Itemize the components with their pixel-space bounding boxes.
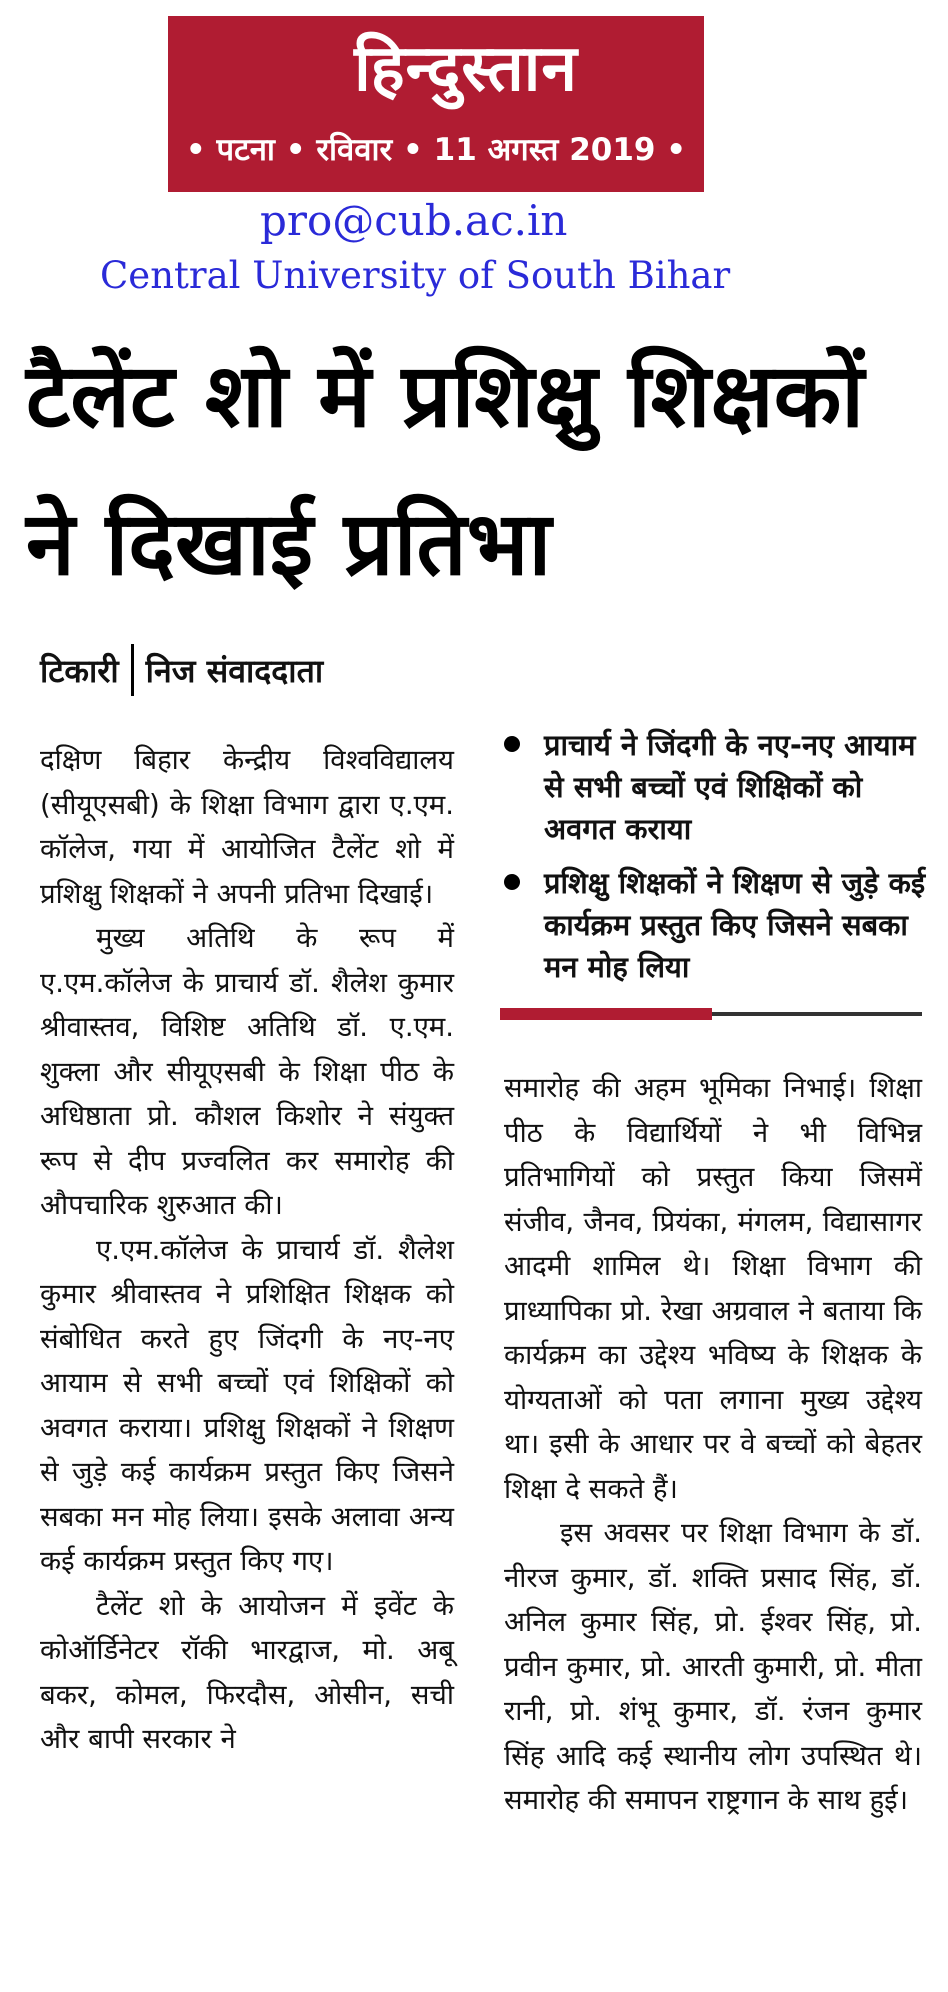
highlights-list — [498, 724, 928, 1000]
contact-email: pro@cub.ac.in — [260, 196, 568, 245]
article-column-right — [504, 1066, 922, 1823]
article-column-left — [40, 738, 454, 1762]
article-headline: टैलेंट शो में प्रशिक्षु शिक्षकों ने दिखाई प्रतिभा — [26, 344, 865, 595]
newspaper-name: हिन्दुस्तान — [354, 32, 578, 106]
paragraph: मुख्य अतिथि के रूप में ए.एम.कॉलेज के प्राचार्य डॉ. शैलेश कुमार श्रीवास्तव, विशिष्ट अतिथि डॉ. ए.एम. शुक्ला और सीयूएसबी के शिक्षा पीठ के अधिष्ठाता प्रो. कौशल किशोर ने संयुक्त रूप से दीप प्रज्वलित कर समारोह की औपचारिक शुरुआत की। — [40, 922, 454, 1221]
section-divider — [500, 1012, 922, 1016]
paragraph: दक्षिण बिहार केन्द्रीय विश्वविद्यालय (सीयूएसबी) के शिक्षा विभाग द्वारा ए.एम. कॉलेज, गया में आयोजित टैलेंट शो में प्रशिक्षु शिक्षकों ने अपनी प्रतिभा दिखाई। — [40, 744, 454, 910]
paragraph: ए.एम.कॉलेज के प्राचार्य डॉ. शैलेश कुमार श्रीवास्तव ने प्रशिक्षित शिक्षक को संबोधित करते हुए जिंदगी के नए-नए आयाम से सभी बच्चों एवं शिक्षिकों को अवगत कराया। प्रशिक्षु शिक्षकों ने शिक्षण से जुड़े कई कार्यक्रम प्रस्तुत किए जिसने सबका मन मोह लिया। इसके अलावा अन्य कई कार्यक्रम प्रस्तुत किए गए। — [40, 1233, 454, 1577]
paragraph: समारोह की अहम भूमिका निभाई। शिक्षा पीठ के विद्यार्थियों ने भी विभिन्न प्रतिभागियों को प्रस्तुत किया जिसमें संजीव, जैनव, प्रियंका, मंगलम, विद्यासागर आदमी शामिल थे। शिक्षा विभाग की प्राध्यापिका प्रो. रेखा अग्रवाल ने बताया कि कार्यक्रम का उद्देश्य भविष्य के शिक्षक के योग्यताओं को पता लगाना मुख्य उद्देश्य था। इसी के आधार पर वे बच्चों को बेहतर शिक्षा दे सकते हैं। — [504, 1072, 922, 1505]
university-name: Central University of South Bihar — [100, 254, 731, 297]
highlight-text: प्राचार्य ने जिंदगी के नए-नए आयाम से सभी बच्चों एवं शिक्षिकों को अवगत कराया — [544, 728, 916, 846]
byline-place: टिकारी — [40, 651, 119, 690]
divider-accent — [500, 1008, 712, 1020]
highlight-text: प्रशिक्षु शिक्षकों ने शिक्षण से जुड़े कई कार्यक्रम प्रस्तुत किए जिसने सबका मन मोह लिया — [544, 866, 926, 984]
bullet-dot-icon — [504, 736, 520, 752]
byline-divider — [131, 644, 134, 696]
bullet-dot-icon — [504, 874, 520, 890]
paragraph: टैलेंट शो के आयोजन में इवेंट के कोऑर्डिनेटर रॉकी भारद्वाज, मो. अबू बकर, कोमल, फिरदौस, ओसीन, सची और बापी सरकार ने — [40, 1589, 454, 1755]
highlight-item — [498, 724, 928, 850]
paragraph: इस अवसर पर शिक्षा विभाग के डॉ. नीरज कुमार, डॉ. शक्ति प्रसाद सिंह, डॉ. अनिल कुमार सिंह, प्रो. ईश्वर सिंह, प्रो. प्रवीन कुमार, प्रो. आरती कुमारी, प्रो. मीता रानी, प्रो. शंभू कुमार, डॉ. रंजन कुमार सिंह आदि कई स्थानीय लोग उपस्थित थे। समारोह की समापन राष्ट्रगान के साथ हुई। — [504, 1517, 922, 1816]
newspaper-masthead — [168, 16, 704, 192]
byline — [40, 644, 323, 696]
dateline: • पटना • रविवार • 11 अगस्त 2019 • — [185, 132, 687, 168]
byline-reporter: निज संवाददाता — [145, 651, 324, 690]
highlight-item — [498, 862, 928, 988]
